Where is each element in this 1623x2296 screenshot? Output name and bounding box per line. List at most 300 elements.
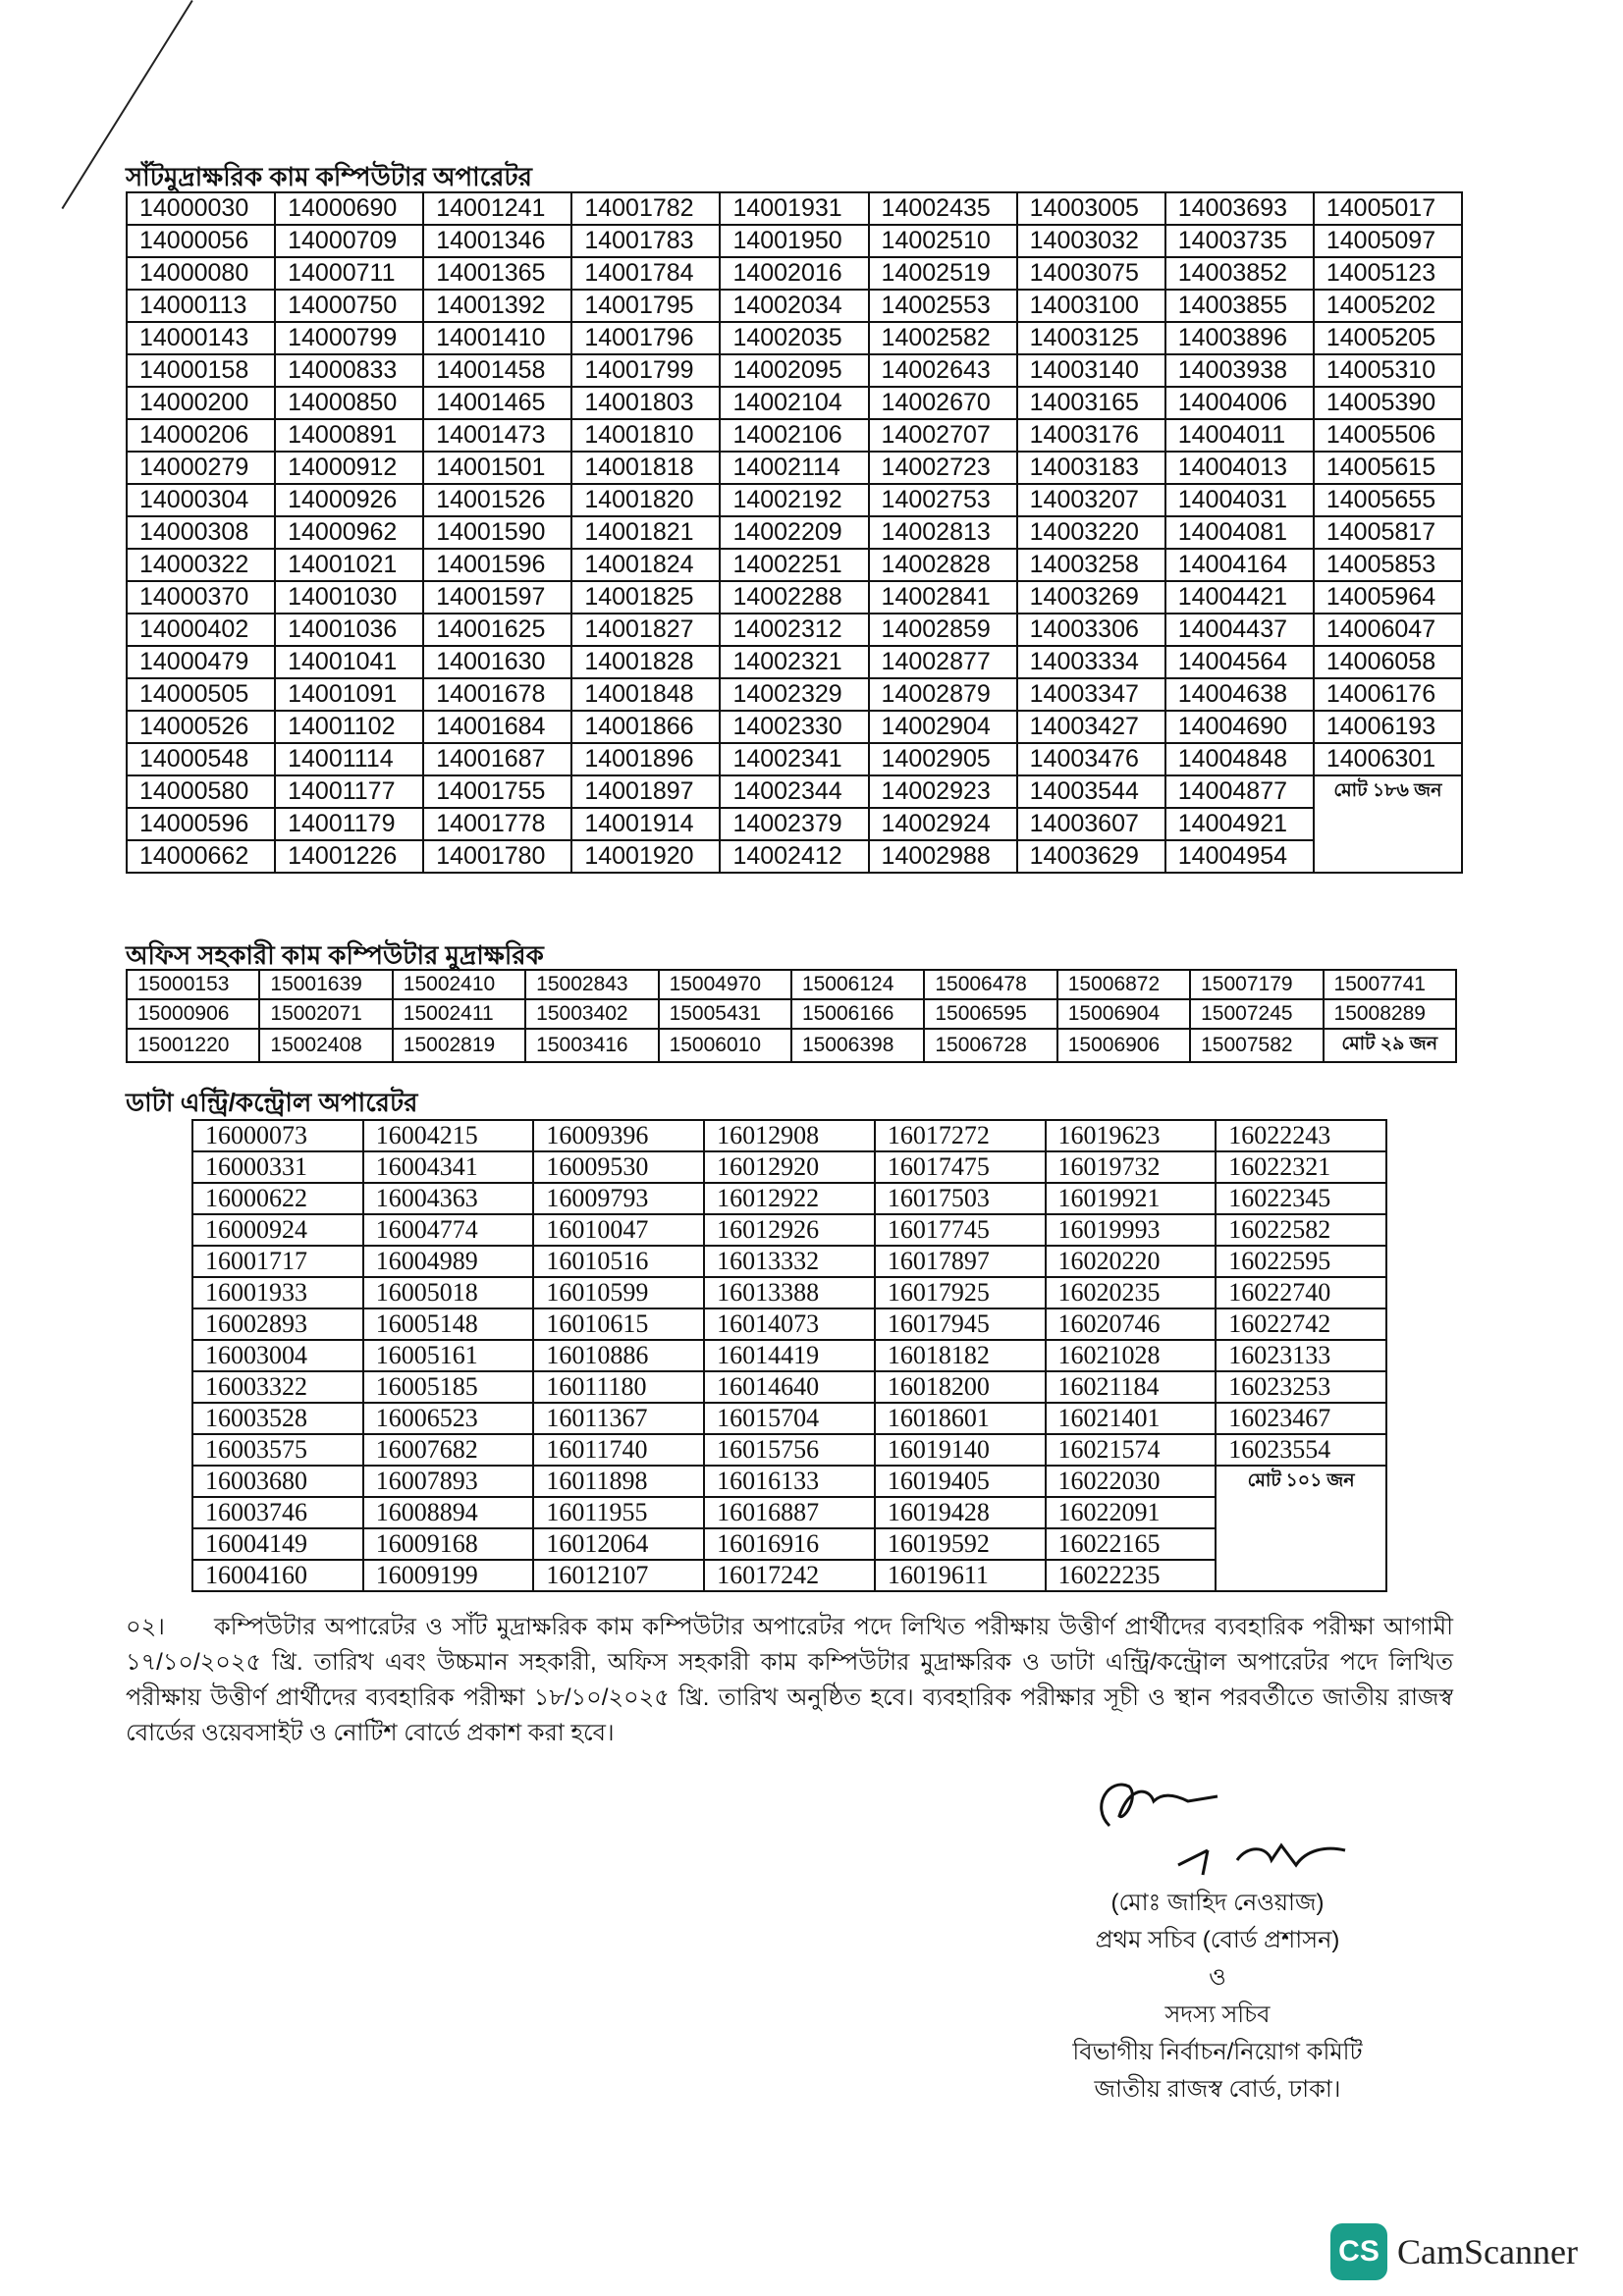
roll-number-cell: 16004363 (363, 1183, 534, 1214)
roll-number-cell: 14002753 (869, 484, 1017, 516)
roll-number-cell: 14004564 (1165, 646, 1314, 678)
roll-number-cell: 16013388 (704, 1277, 875, 1308)
roll-number-cell: 14000143 (127, 322, 275, 354)
roll-number-cell: 15006124 (791, 970, 924, 999)
roll-number-cell: 14001896 (571, 743, 720, 775)
roll-number-cell: 14003306 (1017, 614, 1165, 646)
roll-number-cell: 14000709 (275, 225, 423, 257)
roll-number-cell: 15001220 (127, 1029, 259, 1062)
roll-number-cell: 14002582 (869, 322, 1017, 354)
table-row (192, 1277, 1386, 1308)
roll-number-cell: 14003125 (1017, 322, 1165, 354)
roll-number-cell: 14003032 (1017, 225, 1165, 257)
roll-number-cell: 16007893 (363, 1466, 534, 1497)
roll-number-cell: 14003258 (1017, 549, 1165, 581)
roll-number-cell: 14001501 (423, 452, 571, 484)
roll-number-cell: 16022165 (1046, 1528, 1217, 1560)
roll-number-cell: 14005615 (1314, 452, 1462, 484)
roll-number-cell: 14005097 (1314, 225, 1462, 257)
table-row (192, 1340, 1386, 1371)
table-row (127, 290, 1462, 322)
table-row (192, 1214, 1386, 1246)
roll-number-cell: 14000596 (127, 808, 275, 840)
roll-number-cell: 16005161 (363, 1340, 534, 1371)
roll-number-cell: 14002329 (720, 678, 868, 711)
roll-number-cell: 16010047 (533, 1214, 704, 1246)
roll-number-cell: 14001799 (571, 354, 720, 387)
roll-number-cell: 14003347 (1017, 678, 1165, 711)
roll-number-cell: 14003176 (1017, 419, 1165, 452)
roll-number-cell: 16009396 (533, 1120, 704, 1151)
roll-number-cell: 15006166 (791, 999, 924, 1029)
roll-number-cell: 14003165 (1017, 387, 1165, 419)
roll-number-cell: 16021184 (1046, 1371, 1217, 1403)
roll-number-cell: 14000662 (127, 840, 275, 873)
roll-number-cell: 15007179 (1190, 970, 1323, 999)
roll-number-cell: 16014419 (704, 1340, 875, 1371)
roll-number-cell: 14001346 (423, 225, 571, 257)
table-row (127, 743, 1462, 775)
roll-number-cell: 15006906 (1057, 1029, 1190, 1062)
table-row (127, 970, 1456, 999)
roll-number-cell: 16012908 (704, 1120, 875, 1151)
roll-number-cell: 16005185 (363, 1371, 534, 1403)
signature-block (1011, 1767, 1424, 2109)
roll-number-cell: 14002209 (720, 516, 868, 549)
roll-number-cell: 14004421 (1165, 581, 1314, 614)
table-row (127, 484, 1462, 516)
roll-number-cell: 14001678 (423, 678, 571, 711)
roll-number-cell: 14000912 (275, 452, 423, 484)
roll-number-cell: 14000505 (127, 678, 275, 711)
roll-number-cell: 16010516 (533, 1246, 704, 1277)
roll-number-cell: 14002192 (720, 484, 868, 516)
roll-number-cell: 14001179 (275, 808, 423, 840)
roll-number-cell: 16016887 (704, 1497, 875, 1528)
notice-number: ০২। (126, 1614, 165, 1640)
roll-number-cell: 14002988 (869, 840, 1017, 873)
roll-number-cell: 14001848 (571, 678, 720, 711)
roll-number-cell: 14002412 (720, 840, 868, 873)
roll-number-cell: 14003938 (1165, 354, 1314, 387)
roll-number-cell: 14004437 (1165, 614, 1314, 646)
roll-table-steno-operator (126, 191, 1463, 874)
roll-number-cell: 14005853 (1314, 549, 1462, 581)
roll-number-cell: 14001931 (720, 192, 868, 225)
roll-number-cell: 14001920 (571, 840, 720, 873)
table-row (127, 999, 1456, 1029)
notice-paragraph (126, 1610, 1453, 1751)
roll-number-cell: 14002553 (869, 290, 1017, 322)
roll-number-cell: 15007245 (1190, 999, 1323, 1029)
roll-number-cell: 14001950 (720, 225, 868, 257)
roll-number-cell: 16011740 (533, 1434, 704, 1466)
roll-number-cell: 14003693 (1165, 192, 1314, 225)
roll-number-cell: 14004848 (1165, 743, 1314, 775)
roll-number-cell: 14004006 (1165, 387, 1314, 419)
roll-number-cell: 14000279 (127, 452, 275, 484)
roll-number-cell: 15006872 (1057, 970, 1190, 999)
roll-number-cell: 15006595 (924, 999, 1056, 1029)
roll-number-cell: 16022345 (1216, 1183, 1386, 1214)
roll-number-cell: 14000526 (127, 711, 275, 743)
roll-number-cell: 16019140 (875, 1434, 1046, 1466)
signatory-designation: প্রথম সচিব (বোর্ড প্রশাসন) (1095, 1927, 1340, 1953)
roll-number-cell: 14002251 (720, 549, 868, 581)
roll-number-cell: 14003075 (1017, 257, 1165, 290)
table-row (127, 387, 1462, 419)
signatory-office: জাতীয় রাজস্ব বোর্ড, ঢাকা। (1094, 2076, 1341, 2103)
roll-number-cell: 16022740 (1216, 1277, 1386, 1308)
roll-number-cell: 16004149 (192, 1528, 363, 1560)
roll-number-cell: 14006301 (1314, 743, 1462, 775)
section-title-office-assistant: অফিস সহকারী কাম কম্পিউটার মুদ্রাক্ষরিক (126, 940, 544, 970)
roll-number-cell: 14002321 (720, 646, 868, 678)
roll-number-cell: 14000750 (275, 290, 423, 322)
roll-number-cell: 14003207 (1017, 484, 1165, 516)
table-row (192, 1371, 1386, 1403)
roll-number-cell: 14001177 (275, 775, 423, 808)
roll-number-cell: 14004081 (1165, 516, 1314, 549)
roll-number-cell: 14004031 (1165, 484, 1314, 516)
roll-number-cell: 16022235 (1046, 1560, 1217, 1591)
roll-number-cell: 14001596 (423, 549, 571, 581)
roll-number-cell: 16009199 (363, 1560, 534, 1591)
roll-number-cell: 14004921 (1165, 808, 1314, 840)
roll-number-cell: 14001114 (275, 743, 423, 775)
roll-number-cell: 16019611 (875, 1560, 1046, 1591)
table-row (192, 1434, 1386, 1466)
table-row (192, 1308, 1386, 1340)
roll-number-cell: 16012064 (533, 1528, 704, 1560)
roll-number-cell: 15004970 (659, 970, 791, 999)
roll-number-cell: 14006047 (1314, 614, 1462, 646)
roll-number-cell: 14002288 (720, 581, 868, 614)
roll-number-cell: 15008289 (1324, 999, 1456, 1029)
roll-number-cell: 16014073 (704, 1308, 875, 1340)
roll-number-cell: 14002106 (720, 419, 868, 452)
roll-number-cell: 16022582 (1216, 1214, 1386, 1246)
roll-number-cell: 14000580 (127, 775, 275, 808)
roll-number-cell: 16011955 (533, 1497, 704, 1528)
roll-number-cell: 15002819 (393, 1029, 525, 1062)
roll-number-cell: 14001824 (571, 549, 720, 581)
roll-number-cell: 14002379 (720, 808, 868, 840)
roll-number-cell: 16003322 (192, 1371, 363, 1403)
roll-number-cell: 14001410 (423, 322, 571, 354)
roll-number-cell: 14001795 (571, 290, 720, 322)
roll-number-cell: 14001778 (423, 808, 571, 840)
roll-number-cell: 14001914 (571, 808, 720, 840)
roll-number-cell: 14005310 (1314, 354, 1462, 387)
roll-number-cell: 14002877 (869, 646, 1017, 678)
roll-number-cell: 14000308 (127, 516, 275, 549)
roll-number-cell: 14005506 (1314, 419, 1462, 452)
roll-number-cell: 15005431 (659, 999, 791, 1029)
roll-number-cell: 14002905 (869, 743, 1017, 775)
section-title-data-entry-operator: ডাটা এন্ট্রি/কন্ট্রোল অপারেটর (126, 1088, 418, 1117)
roll-number-cell: 14002828 (869, 549, 1017, 581)
roll-number-cell: 14002723 (869, 452, 1017, 484)
roll-number-cell: 16012107 (533, 1560, 704, 1591)
roll-number-cell: 14000799 (275, 322, 423, 354)
signatory-conjunction: ও (1209, 1964, 1226, 1991)
roll-number-cell: 16017272 (875, 1120, 1046, 1151)
roll-number-cell: 14001597 (423, 581, 571, 614)
roll-number-cell: 14003544 (1017, 775, 1165, 808)
roll-number-cell: 14001810 (571, 419, 720, 452)
roll-number-cell: 15002411 (393, 999, 525, 1029)
roll-number-cell: 14002519 (869, 257, 1017, 290)
roll-number-cell: 16011367 (533, 1403, 704, 1434)
table-row (127, 775, 1462, 808)
roll-number-cell: 14000113 (127, 290, 275, 322)
roll-number-cell: 14006176 (1314, 678, 1462, 711)
roll-number-cell: 14000030 (127, 192, 275, 225)
roll-number-cell: 14001821 (571, 516, 720, 549)
roll-number-cell: 14002016 (720, 257, 868, 290)
roll-number-cell: 14004011 (1165, 419, 1314, 452)
roll-number-cell: 14003220 (1017, 516, 1165, 549)
roll-number-cell: 16001933 (192, 1277, 363, 1308)
table-row (192, 1183, 1386, 1214)
roll-number-cell: 14001392 (423, 290, 571, 322)
roll-number-cell: 14001866 (571, 711, 720, 743)
roll-number-cell: 14003852 (1165, 257, 1314, 290)
roll-number-cell: 14002841 (869, 581, 1017, 614)
roll-number-cell: 14001780 (423, 840, 571, 873)
camscanner-logo-icon: CS (1330, 2223, 1387, 2280)
roll-number-cell: 15002071 (259, 999, 392, 1029)
roll-number-cell: 16020220 (1046, 1246, 1217, 1277)
roll-number-cell: 16004989 (363, 1246, 534, 1277)
table-row (192, 1466, 1386, 1497)
roll-number-cell: 16022321 (1216, 1151, 1386, 1183)
roll-number-cell: 14005964 (1314, 581, 1462, 614)
roll-number-cell: 15003416 (525, 1029, 658, 1062)
roll-number-cell: 14000962 (275, 516, 423, 549)
roll-number-cell: 16004341 (363, 1151, 534, 1183)
roll-number-cell: 14002095 (720, 354, 868, 387)
table-row (127, 516, 1462, 549)
roll-number-cell: 14003005 (1017, 192, 1165, 225)
table-row (127, 711, 1462, 743)
roll-number-cell: 16000622 (192, 1183, 363, 1214)
roll-number-cell: 16007682 (363, 1434, 534, 1466)
roll-number-cell: 14002859 (869, 614, 1017, 646)
roll-number-cell: 14002341 (720, 743, 868, 775)
roll-number-cell: 16022595 (1216, 1246, 1386, 1277)
roll-number-cell: 14001782 (571, 192, 720, 225)
roll-number-cell: 16022091 (1046, 1497, 1217, 1528)
table-row (127, 581, 1462, 614)
roll-number-cell: 14001102 (275, 711, 423, 743)
roll-number-cell: 14002643 (869, 354, 1017, 387)
roll-number-cell: 14000200 (127, 387, 275, 419)
roll-number-cell: 14002923 (869, 775, 1017, 808)
roll-number-cell: 14002104 (720, 387, 868, 419)
roll-number-cell: 14001783 (571, 225, 720, 257)
roll-number-cell: 15001639 (259, 970, 392, 999)
roll-number-cell: 14001820 (571, 484, 720, 516)
roll-number-cell: 14001365 (423, 257, 571, 290)
roll-number-cell: 14001825 (571, 581, 720, 614)
roll-number-cell: 15006478 (924, 970, 1056, 999)
roll-number-cell: 14000370 (127, 581, 275, 614)
table-row (127, 840, 1462, 873)
table-row (192, 1151, 1386, 1183)
roll-number-cell: 14001030 (275, 581, 423, 614)
roll-number-cell: 16008894 (363, 1497, 534, 1528)
roll-number-cell: 14004164 (1165, 549, 1314, 581)
roll-number-cell: 16017475 (875, 1151, 1046, 1183)
roll-number-cell: 14001091 (275, 678, 423, 711)
roll-number-cell: 14005123 (1314, 257, 1462, 290)
roll-number-cell: 16023253 (1216, 1371, 1386, 1403)
roll-number-cell: 14004954 (1165, 840, 1314, 873)
roll-number-cell: 16011898 (533, 1466, 704, 1497)
roll-number-cell: 14001625 (423, 614, 571, 646)
roll-number-cell: 14000056 (127, 225, 275, 257)
signatory-committee: বিভাগীয় নির্বাচন/নিয়োগ কমিটি (1072, 2039, 1363, 2065)
section-title-steno-operator: সাঁটমুদ্রাক্ষরিক কাম কম্পিউটার অপারেটর (126, 162, 532, 191)
roll-number-cell: 15006398 (791, 1029, 924, 1062)
roll-number-cell: 16011180 (533, 1371, 704, 1403)
roll-number-cell: 14003629 (1017, 840, 1165, 873)
roll-number-cell: 14003427 (1017, 711, 1165, 743)
roll-number-cell: 14001630 (423, 646, 571, 678)
table-row (127, 678, 1462, 711)
roll-number-cell: 16019623 (1046, 1120, 1217, 1151)
roll-number-cell: 14001818 (571, 452, 720, 484)
roll-number-cell: 14001803 (571, 387, 720, 419)
roll-number-cell: 16003680 (192, 1466, 363, 1497)
roll-number-cell: 14003100 (1017, 290, 1165, 322)
roll-number-cell: 14001796 (571, 322, 720, 354)
roll-number-cell: 15000153 (127, 970, 259, 999)
roll-number-cell: 16021028 (1046, 1340, 1217, 1371)
roll-number-cell: 16018200 (875, 1371, 1046, 1403)
roll-table-data-entry-operator (191, 1119, 1387, 1592)
roll-number-cell: 16019732 (1046, 1151, 1217, 1183)
roll-number-cell: 14002707 (869, 419, 1017, 452)
roll-number-cell: 14001897 (571, 775, 720, 808)
notice-text: কম্পিউটার অপারেটর ও সাঁট মুদ্রাক্ষরিক কাম কম্পিউটার অপারেটর পদে লিখিত পরীক্ষায় উত্তীর্ণ প্রার্থীদের ব্যবহারিক পরীক্ষা আগামী ১৭/১০/২০২৫ খ্রি. তারিখ এবং উচ্চমান সহকারী, অফিস সহকারী কাম কম্পিউটার মুদ্রাক্ষরিক ও ডাটা এন্ট্রি/কন্ট্রোল অপারেটর পদে লিখিত পরীক্ষায় উত্তীর্ণ প্রার্থীদের ব্যবহারিক পরীক্ষা ১৮/১০/২০২৫ খ্রি. তারিখ অনুষ্ঠিত হবে। ব্যবহারিক পরীক্ষার সূচী ও স্থান পরবর্তীতে জাতীয় রাজস্ব বোর্ডের ওয়েবসাইট ও নোটিশ বোর্ডে প্রকাশ করা হবে। (126, 1614, 1453, 1746)
roll-number-cell: 16010599 (533, 1277, 704, 1308)
table-row (127, 646, 1462, 678)
table-row (127, 192, 1462, 225)
roll-number-cell: 16000331 (192, 1151, 363, 1183)
roll-table-office-assistant (126, 969, 1457, 1063)
roll-number-cell: 16017925 (875, 1277, 1046, 1308)
roll-number-cell: 15007741 (1324, 970, 1456, 999)
roll-number-cell: 14002312 (720, 614, 868, 646)
roll-number-cell: 14003334 (1017, 646, 1165, 678)
roll-number-cell: 16019405 (875, 1466, 1046, 1497)
roll-number-cell: 15002408 (259, 1029, 392, 1062)
table-row (192, 1528, 1386, 1560)
roll-number-cell: 14001755 (423, 775, 571, 808)
roll-number-cell: 14000304 (127, 484, 275, 516)
roll-number-cell: 14002670 (869, 387, 1017, 419)
roll-number-cell: 16019921 (1046, 1183, 1217, 1214)
roll-number-cell: 16018182 (875, 1340, 1046, 1371)
roll-number-cell: 14004877 (1165, 775, 1314, 808)
roll-number-cell: 16023554 (1216, 1434, 1386, 1466)
roll-number-cell: 16009530 (533, 1151, 704, 1183)
roll-number-cell: 14002510 (869, 225, 1017, 257)
roll-number-cell: 16016916 (704, 1528, 875, 1560)
roll-number-cell: 14000402 (127, 614, 275, 646)
roll-number-cell: 16019592 (875, 1528, 1046, 1560)
table-row (127, 225, 1462, 257)
roll-number-cell: 16019428 (875, 1497, 1046, 1528)
roll-number-cell: 14001241 (423, 192, 571, 225)
roll-number-cell: 14000322 (127, 549, 275, 581)
roll-number-cell: 14003476 (1017, 743, 1165, 775)
roll-number-cell: 16020235 (1046, 1277, 1217, 1308)
table-row (127, 614, 1462, 646)
table-row (192, 1246, 1386, 1277)
roll-number-cell: 14005817 (1314, 516, 1462, 549)
roll-number-cell: 15006010 (659, 1029, 791, 1062)
roll-number-cell: 14001687 (423, 743, 571, 775)
roll-number-cell: 14005390 (1314, 387, 1462, 419)
roll-number-cell: 16017503 (875, 1183, 1046, 1214)
roll-number-cell: 16023467 (1216, 1403, 1386, 1434)
roll-number-cell: 14001465 (423, 387, 571, 419)
roll-number-cell: 16022030 (1046, 1466, 1217, 1497)
roll-number-cell: 16017945 (875, 1308, 1046, 1340)
roll-number-cell: 16020746 (1046, 1308, 1217, 1340)
roll-number-cell: 16004774 (363, 1214, 534, 1246)
roll-number-cell: 16021401 (1046, 1403, 1217, 1434)
roll-number-cell: 14002330 (720, 711, 868, 743)
total-count-cell: মোট ২৯ জন (1324, 1029, 1456, 1062)
signatory-role: সদস্য সচিব (1164, 2002, 1271, 2028)
roll-number-cell: 16016133 (704, 1466, 875, 1497)
roll-number-cell: 14006193 (1314, 711, 1462, 743)
roll-number-cell: 16017897 (875, 1246, 1046, 1277)
table-row (127, 452, 1462, 484)
roll-number-cell: 16012922 (704, 1183, 875, 1214)
camscanner-text: CamScanner (1397, 2232, 1578, 2271)
total-count-cell: মোট ১৮৬ জন (1314, 775, 1462, 873)
roll-number-cell: 14001526 (423, 484, 571, 516)
table-row (192, 1560, 1386, 1591)
roll-number-cell: 16002893 (192, 1308, 363, 1340)
roll-number-cell: 15002410 (393, 970, 525, 999)
roll-number-cell: 14002035 (720, 322, 868, 354)
table-row (127, 257, 1462, 290)
roll-number-cell: 15002843 (525, 970, 658, 999)
roll-number-cell: 14003183 (1017, 452, 1165, 484)
roll-number-cell: 16000924 (192, 1214, 363, 1246)
roll-number-cell: 16022243 (1216, 1120, 1386, 1151)
roll-number-cell: 16010886 (533, 1340, 704, 1371)
roll-number-cell: 16006523 (363, 1403, 534, 1434)
roll-number-cell: 16003004 (192, 1340, 363, 1371)
table-row (127, 1029, 1456, 1062)
roll-number-cell: 16005018 (363, 1277, 534, 1308)
roll-number-cell: 14001784 (571, 257, 720, 290)
roll-number-cell: 16013332 (704, 1246, 875, 1277)
roll-number-cell: 14003269 (1017, 581, 1165, 614)
roll-number-cell: 14003896 (1165, 322, 1314, 354)
roll-number-cell: 16017242 (704, 1560, 875, 1591)
roll-number-cell: 14002034 (720, 290, 868, 322)
roll-number-cell: 14005202 (1314, 290, 1462, 322)
